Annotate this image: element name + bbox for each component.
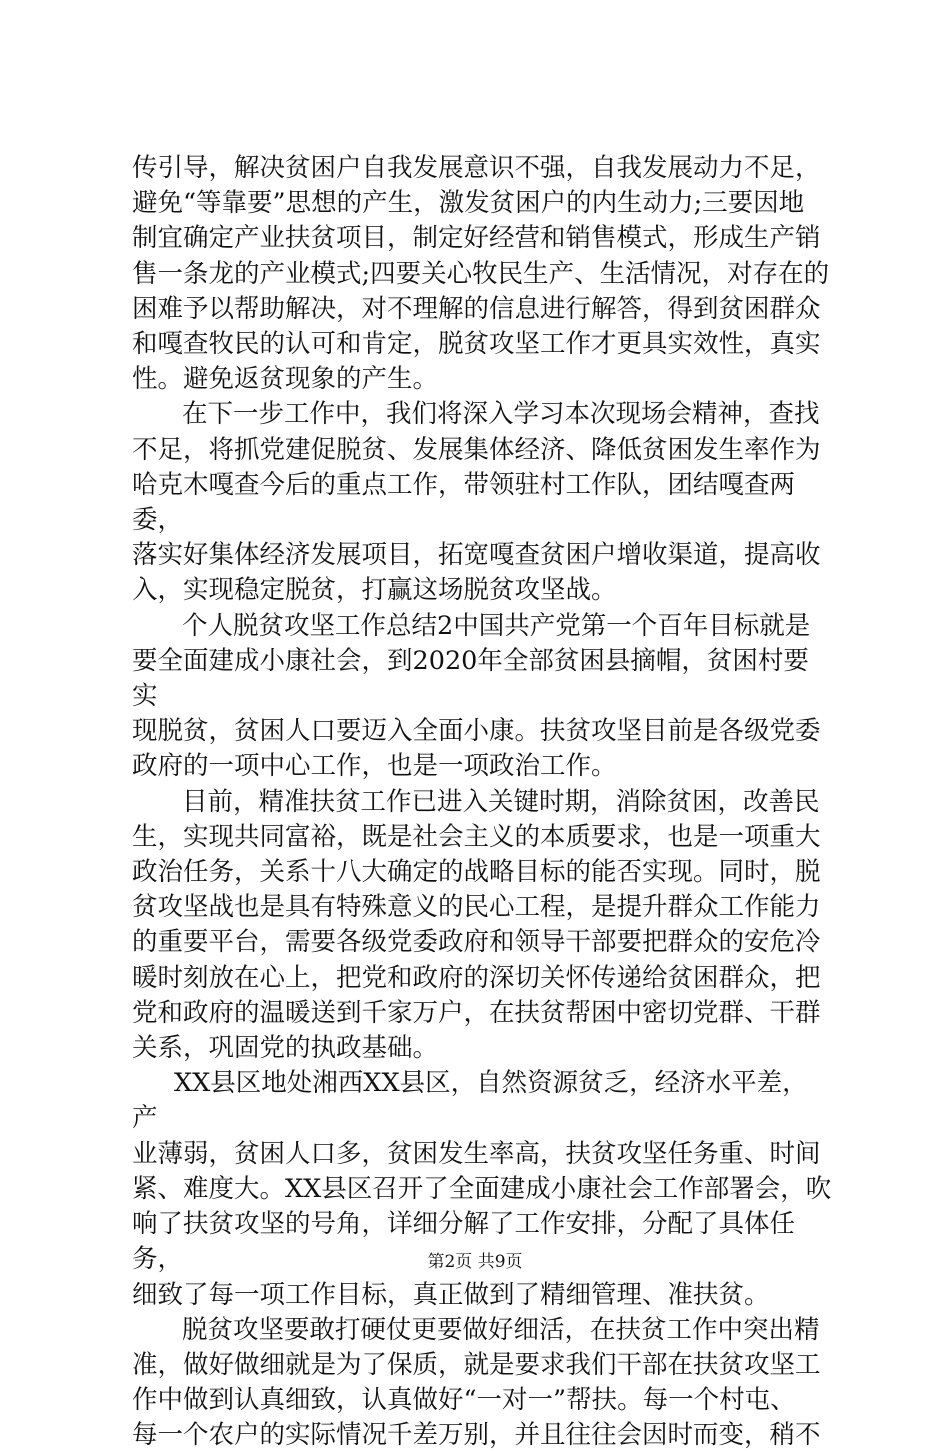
paragraph-4: 目前，精准扶贫工作已进入关键时期，消除贫困，改善民 生，实现共同富裕，既是社会主义的本质要求，也是一项重大 政治任务，关系十八大确定的战略目标的能否实现。同时，脱 贫攻坚战也是具有特殊意义的民心工程，是提升群众工作能力 的重要平台，需要各级党委政府和领导干部要把群众的安危冷 暖时刻放在心上，把党和政府的深切关怀传递给贫困群众，把 党和政府的温暖送到千家万户，在扶贫帮困中密切党群、干群 关系，巩固党的执政基础。 (132, 786, 821, 1064)
paragraph-5: XX县区地处湘西XX县区，自然资源贫乏，经济水平差，产 业薄弱，贫困人口多，贫困发生率高，扶贫攻坚任务重、时间 紧、难度大。XX县区召开了全面建成小康社会工作部署会，吹 响了扶贫攻坚的号角，详细分解了工作安排，分配了具体任务， 细致了每一项工作目标，真正做到了精细管理、准扶贫。 (132, 1068, 832, 1310)
paragraph-6: 脱贫攻坚要敢打硬仗更要做好细活，在扶贫工作中突出精 准，做好做细就是为了保质，就是要求我们干部在扶贫攻坚工 作中做到认真细致，认真做好“一对一”帮扶。每一个村屯、 每一个农户的实际情况千差万别，并且往往会因时而变，稍不 (132, 1314, 821, 1451)
paragraph-1: 传引导，解决贫困户自我发展意识不强，自我发展动力不足， 避免“等靠要”思想的产生，激发贫困户的内生动力;三要因地 制宜确定产业扶贫项目，制定好经营和销售模式，形成生产销 售一条龙的产业模式;四要关心牧民生产、生活情况，对存在的 困难予以帮助解决，对不理解的信息进行解答，得到贫困群众 和嘎查牧民的认可和肯定，脱贫攻坚工作才更具实效性，真实 性。避免返贫现象的产生。 (132, 153, 830, 395)
paragraph-3: 个人脱贫攻坚工作总结2中国共产党第一个百年目标就是 要全面建成小康社会，到2020年全部贫困县摘帽，贫困村要实 现脱贫，贫困人口要迈入全面小康。扶贫攻坚目前是各级党委 政府的一项中心工作，也是一项政治工作。 (132, 610, 821, 782)
paragraph-2: 在下一步工作中，我们将深入学习本次现场会精神，查找 不足，将抓党建促脱贫、发展集体经济、降低贫困发生率作为 哈克木嘎查今后的重点工作，带领驻村工作队，团结嘎查两委， 落实好集体经济发展项目，拓宽嘎查贫困户增收渠道，提高收 入，实现稳定脱贫，打赢这场脱贫攻坚战。 (132, 399, 821, 606)
page-footer: 第2页 共9页 (427, 1252, 523, 1272)
